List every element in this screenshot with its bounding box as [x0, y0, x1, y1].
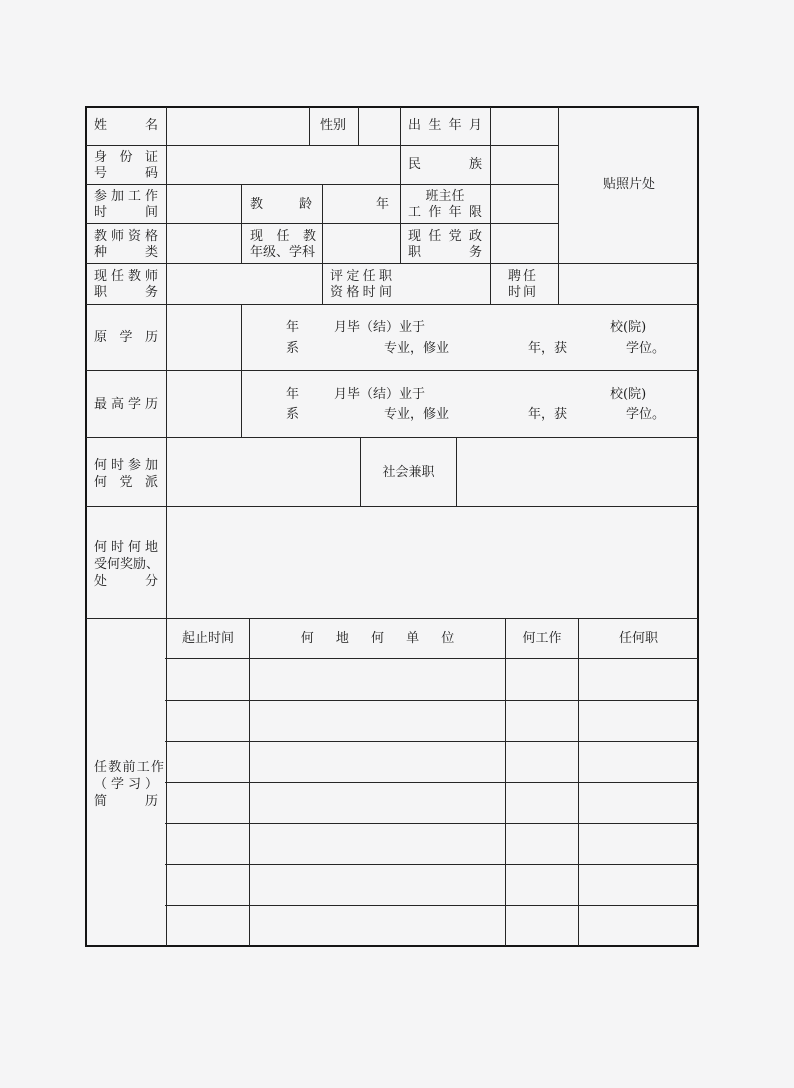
edu-degree-text: 学位。 [626, 407, 666, 422]
id-number-label-2: 号码 [94, 166, 158, 181]
row-line [86, 145, 559, 146]
resume-row-line [165, 864, 698, 865]
gender-field[interactable] [361, 109, 397, 143]
col-line [456, 437, 457, 506]
col-line [249, 618, 250, 946]
awards-label-2: 受何奖励、 [94, 557, 160, 572]
col-line [166, 107, 167, 946]
resume-row-line [165, 782, 698, 783]
edu-degree-text: 学位。 [626, 341, 666, 356]
qualification-type-label-2: 种类 [94, 245, 158, 260]
party-join-label-2: 何党派 [94, 475, 158, 490]
qualification-type-label-1: 教师资格 [94, 229, 158, 244]
edu-dept-text: 系 [286, 407, 300, 422]
edu-graduated-text: 月毕（结）业于 [334, 387, 426, 402]
row-line [86, 618, 698, 619]
current-title-label-1: 现任教师 [94, 269, 158, 284]
resume-row-line [165, 741, 698, 742]
qualification-type-field[interactable] [170, 226, 238, 260]
row-line [86, 263, 698, 264]
highest-education-label: 最高学历 [94, 397, 158, 412]
teaching-years-label: 教龄 [250, 197, 312, 212]
edu-school-text: 校(院) [610, 320, 647, 335]
work-start-label-2: 时间 [94, 205, 158, 220]
party-post-field[interactable] [493, 226, 555, 260]
resume-label-2: （学习） [94, 777, 158, 792]
col-line [322, 184, 323, 304]
resume-header-period: 起止时间 [181, 631, 234, 646]
awards-label-1: 何时何地 [94, 540, 158, 555]
resume-label-1: 任教前工作 [94, 760, 164, 775]
homeroom-field[interactable] [493, 187, 555, 221]
col-line [490, 107, 491, 304]
original-education-label: 原学历 [94, 330, 158, 345]
edu-year-text: 年 [286, 320, 300, 335]
edu-school-text: 校(院) [610, 387, 647, 402]
name-field[interactable] [170, 109, 305, 143]
awards-field[interactable] [170, 509, 695, 615]
homeroom-label-1: 班主任 [425, 189, 465, 204]
col-line [558, 107, 559, 304]
social-post-field[interactable] [460, 440, 695, 503]
current-teaching-label-1: 现任教 [250, 229, 316, 244]
edu-study-years-text: 年，获 [528, 407, 568, 422]
current-teaching-field[interactable] [326, 226, 396, 260]
highest-education-field[interactable] [170, 373, 238, 434]
current-title-field[interactable] [170, 266, 318, 301]
resume-row-line [165, 658, 698, 659]
col-line [358, 107, 359, 145]
awards-label-3: 处 分 [94, 574, 158, 589]
name-label: 姓 名 [94, 118, 158, 133]
current-title-label-2: 职务 [94, 285, 158, 300]
gender-label: 性别 [319, 118, 346, 133]
resume-header-work: 何工作 [522, 631, 562, 646]
work-start-field[interactable] [170, 187, 238, 221]
social-post-label: 社会兼职 [382, 465, 435, 480]
edu-study-years-text: 年，获 [528, 341, 568, 356]
edu-major-text: 专业，修业 [384, 407, 450, 422]
homeroom-label-2: 工作年限 [408, 205, 482, 220]
edu-year-text: 年 [286, 387, 300, 402]
hire-time-label-2: 时间 [508, 285, 536, 300]
resume-label-3: 简 历 [94, 794, 158, 809]
party-post-label-2: 职务 [408, 245, 482, 260]
party-post-label-1: 现任党政 [408, 229, 482, 244]
photo-placeholder[interactable]: 贴照片处 [602, 177, 655, 192]
teaching-years-unit: 年 [376, 197, 390, 212]
edu-major-text: 专业，修业 [384, 341, 450, 356]
birth-label: 出生年月 [408, 118, 482, 133]
birth-field[interactable] [493, 109, 555, 143]
row-line [86, 370, 698, 371]
row-line [86, 304, 698, 305]
ethnicity-field[interactable] [493, 148, 555, 182]
resume-row-line [165, 905, 698, 906]
resume-header-position: 任何职 [618, 631, 658, 646]
hire-time-field[interactable] [561, 266, 695, 301]
edu-dept-text: 系 [286, 341, 300, 356]
col-line [241, 304, 242, 437]
hire-time-label-1: 聘任 [508, 269, 536, 284]
resume-header-unit: 何 地 何 单 位 [300, 631, 455, 646]
row-line [86, 437, 698, 438]
col-line [400, 107, 401, 263]
col-line [505, 618, 506, 946]
ethnicity-label: 民 族 [408, 157, 482, 172]
work-start-label-1: 参加工作 [94, 189, 158, 204]
id-number-field[interactable] [170, 148, 396, 182]
rated-time-label-1: 评定任职 [330, 269, 392, 284]
row-line [86, 506, 698, 507]
current-teaching-label-2: 年级、学科 [250, 245, 316, 260]
resume-row-line [165, 700, 698, 701]
resume-row-line [165, 823, 698, 824]
party-join-label-1: 何时参加 [94, 458, 158, 473]
party-join-field[interactable] [170, 440, 356, 503]
original-education-field[interactable] [170, 307, 238, 367]
rated-time-field[interactable] [404, 266, 486, 301]
id-number-label-1: 身份证 [94, 150, 158, 165]
col-line [241, 184, 242, 263]
rated-time-label-2: 资格时间 [330, 285, 392, 300]
edu-graduated-text: 月毕（结）业于 [334, 320, 426, 335]
col-line [578, 618, 579, 946]
